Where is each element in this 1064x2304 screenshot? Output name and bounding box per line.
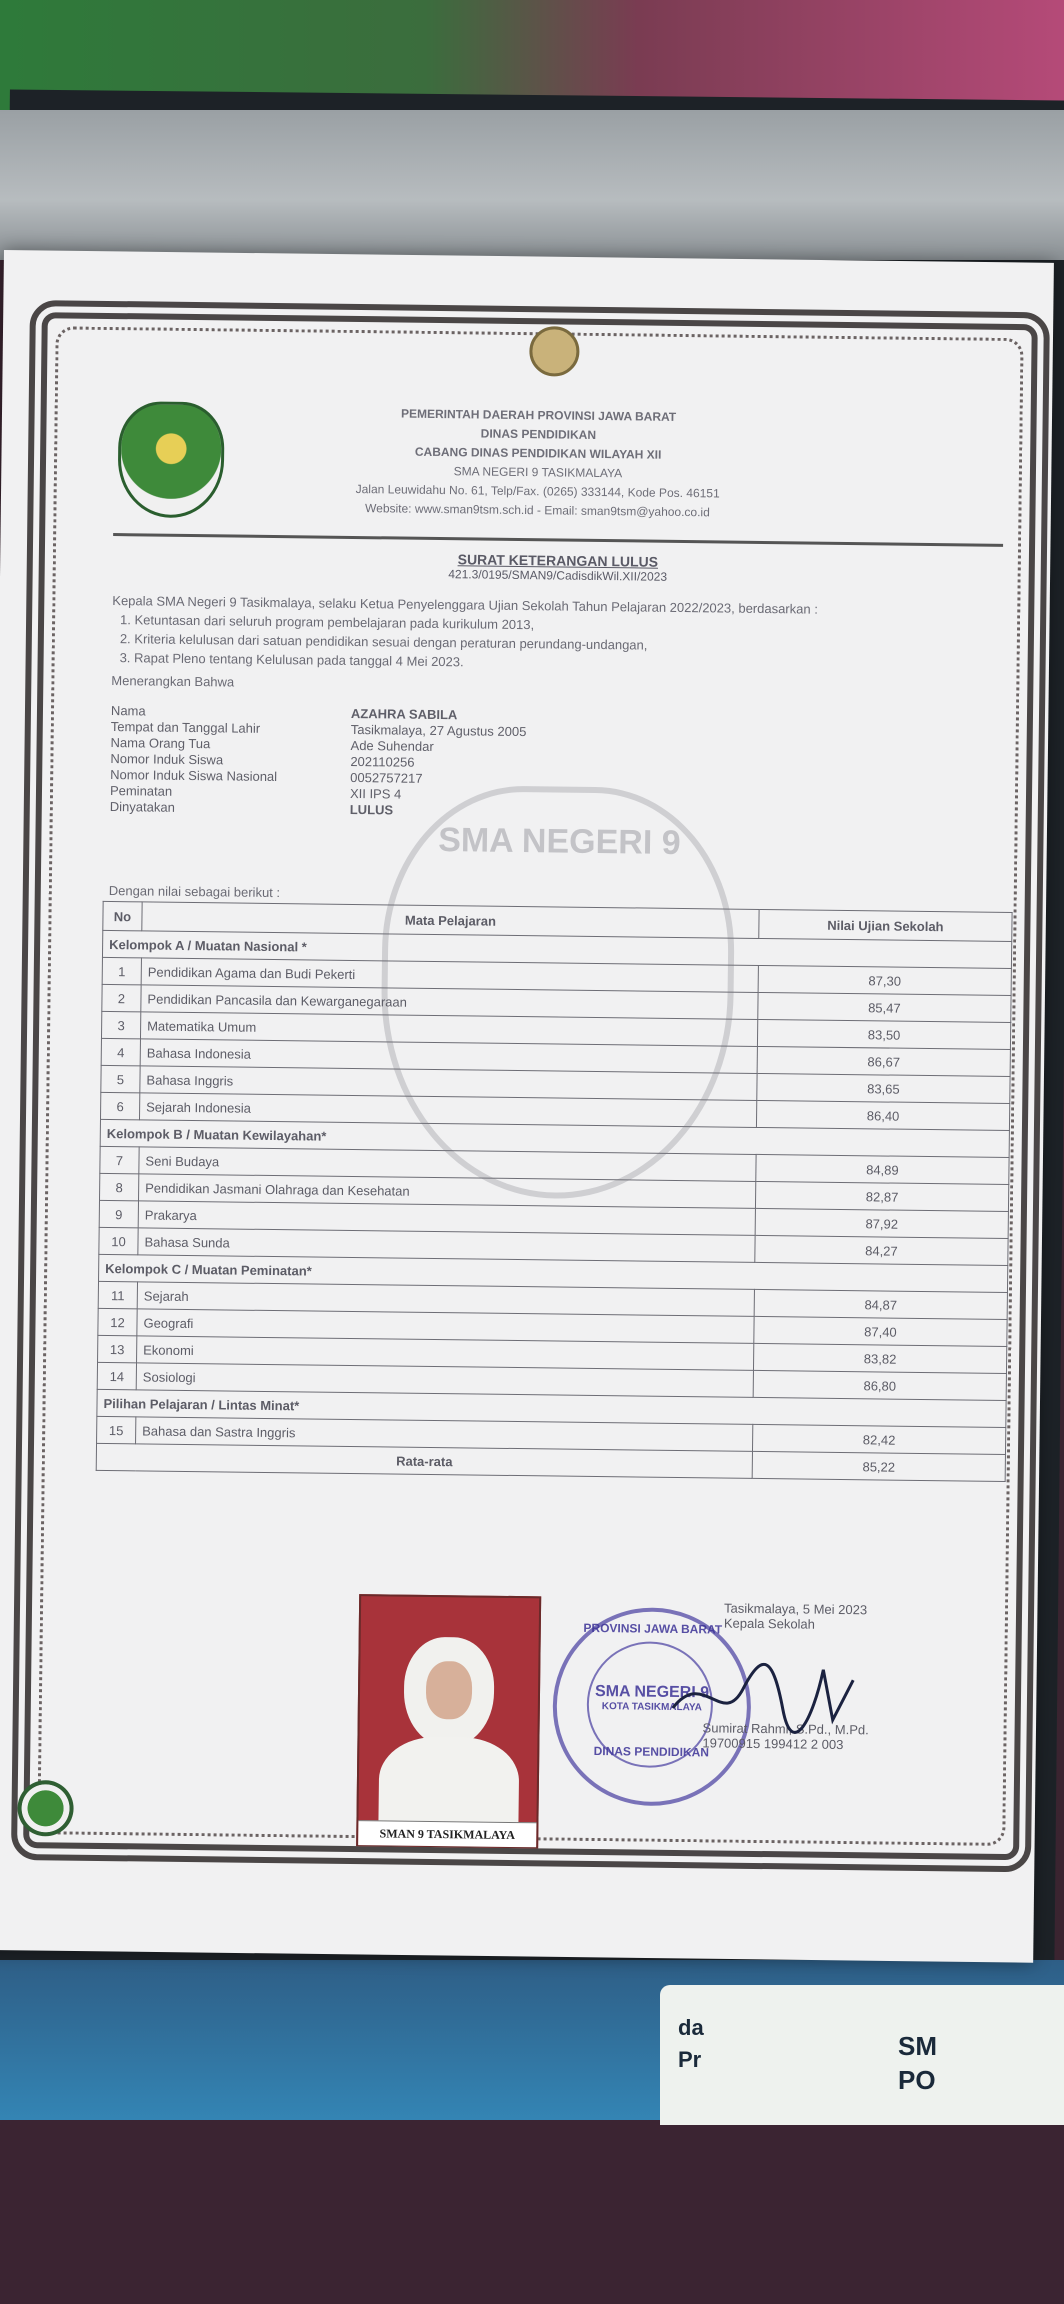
- subject-name: Ekonomi: [137, 1336, 754, 1371]
- grades-table: [96, 901, 1013, 1482]
- side-card-text-b: Pr: [678, 2047, 702, 2072]
- group-label: Kelompok B / Muatan Kewilayahan*: [100, 1119, 1009, 1157]
- row-number: 13: [98, 1335, 137, 1362]
- letterhead-website: Website: www.sman9tsm.sch.id - Email: sman9tsm@yahoo.co.id: [365, 501, 710, 520]
- subject-score: 87,30: [758, 965, 1011, 995]
- info-label: Nama: [110, 703, 146, 719]
- intro-paragraph: Kepala SMA Negeri 9 Tasikmalaya, selaku Ketua Penyelenggara Ujian Sekolah Tahun Pelajaran 2022/2023, berdasarkan :: [112, 593, 818, 617]
- title-heading: SURAT KETERANGAN LULUS: [457, 551, 659, 570]
- subject-score: 84,89: [756, 1154, 1009, 1184]
- row-number: 6: [100, 1092, 139, 1119]
- subject-score: 83,65: [757, 1073, 1010, 1103]
- subject-score: 83,50: [757, 1019, 1010, 1049]
- row-number: 4: [101, 1038, 140, 1065]
- info-label: Nomor Induk Siswa: [110, 751, 224, 768]
- stamp-center-text: SMA NEGERI 9: [594, 1683, 710, 1702]
- group-label: Pilihan Pelajaran / Lintas Minat*: [97, 1389, 1006, 1427]
- handwritten-signature: [662, 1648, 863, 1740]
- subject-name: Sejarah Indonesia: [139, 1093, 756, 1128]
- col-score: Nilai Ujian Sekolah: [759, 909, 1012, 941]
- side-card: [660, 1985, 1064, 2125]
- col-subject: Mata Pelajaran: [142, 902, 759, 939]
- side-card-text-d: PO: [898, 2065, 936, 2095]
- student-photo: [356, 1594, 541, 1848]
- subject-score: 87,40: [754, 1316, 1007, 1346]
- subject-score: 85,47: [758, 992, 1011, 1022]
- subject-score: 86,67: [757, 1046, 1010, 1076]
- subject-name: Seni Budaya: [139, 1147, 756, 1182]
- subject-score: 84,27: [755, 1235, 1008, 1265]
- info-value: 0052757217: [350, 769, 423, 786]
- side-card-text-c: SM: [898, 2031, 937, 2061]
- subject-name: Bahasa dan Sastra Inggris: [136, 1417, 753, 1452]
- subject-score: 84,87: [754, 1289, 1007, 1319]
- row-number: 15: [97, 1416, 136, 1443]
- subject-name: Sejarah: [137, 1282, 754, 1317]
- intro-text: [111, 591, 1002, 701]
- info-label: Nama Orang Tua: [110, 735, 211, 752]
- letterhead-address: Jalan Leuwidahu No. 61, Telp/Fax. (0265) 333144, Kode Pos. 46151: [355, 481, 720, 501]
- row-number: 3: [101, 1011, 140, 1038]
- subject-score: 86,40: [756, 1100, 1009, 1130]
- group-label: Kelompok A / Muatan Nasional *: [102, 930, 1011, 968]
- info-value: AZAHRA SABILA: [350, 705, 458, 723]
- background-bottom: [0, 2120, 1064, 2304]
- letterhead-line4: SMA NEGERI 9 TASIKMALAYA: [453, 464, 623, 481]
- info-label: Peminatan: [109, 783, 173, 799]
- info-value: LULUS: [349, 801, 394, 818]
- subject-name: Pendidikan Agama dan Budi Pekerti: [141, 958, 758, 993]
- subject-name: Prakarya: [138, 1201, 755, 1236]
- group-label: Kelompok C / Muatan Peminatan*: [99, 1254, 1008, 1292]
- row-number: 2: [102, 984, 141, 1011]
- title-number: 421.3/0195/SMAN9/CadisdikWil.XII/2023: [448, 567, 668, 584]
- subject-name: Bahasa Sunda: [138, 1228, 755, 1263]
- average-label: Rata-rata: [96, 1443, 752, 1478]
- row-number: 1: [102, 957, 141, 984]
- info-label: Nomor Induk Siswa Nasional: [110, 767, 278, 785]
- row-number: 5: [101, 1065, 140, 1092]
- info-value: XII IPS 4: [349, 785, 402, 802]
- subject-score: 87,92: [755, 1208, 1008, 1238]
- subject-score: 82,42: [752, 1424, 1005, 1454]
- row-number: 11: [98, 1281, 137, 1308]
- sign-place-date: Tasikmalaya, 5 Mei 2023: [723, 1600, 868, 1618]
- watermark-text: SMA NEGERI 9: [437, 821, 681, 862]
- sign-name: Sumirat Rahmi, S.Pd., M.Pd.: [702, 1720, 869, 1738]
- subject-name: Pendidikan Pancasila dan Kewarganegaraan: [141, 985, 758, 1020]
- subject-score: 86,80: [753, 1370, 1006, 1400]
- subject-name: Matematika Umum: [140, 1012, 757, 1047]
- info-value: Ade Suhendar: [350, 737, 434, 754]
- stamp-top-text: PROVINSI JAWA BARAT: [583, 1620, 723, 1637]
- info-value: Tasikmalaya, 27 Agustus 2005: [350, 721, 527, 740]
- intro-item-3: 3. Rapat Pleno tentang Kelulusan pada tanggal 4 Mei 2023.: [119, 650, 464, 670]
- student-info: [110, 703, 811, 824]
- intro-statement: Menerangkan Bahwa: [111, 673, 235, 690]
- row-number: 8: [100, 1173, 139, 1200]
- subject-name: Pendidikan Jasmani Olahraga dan Kesehatan: [139, 1174, 756, 1209]
- row-number: 14: [97, 1362, 136, 1389]
- average-value: 85,22: [752, 1451, 1005, 1481]
- row-number: 10: [99, 1227, 138, 1254]
- table-note: Dengan nilai sebagai berikut :: [108, 883, 281, 901]
- folder-sleeve: [0, 110, 1064, 260]
- subject-score: 82,87: [755, 1181, 1008, 1211]
- subject-name: Bahasa Indonesia: [140, 1039, 757, 1074]
- letterhead: [237, 403, 838, 524]
- intro-item-2: 2. Kriteria kelulusan dari satuan pendidikan sesuai dengan peraturan perundang-undangan,: [119, 631, 648, 653]
- info-label: Tempat dan Tanggal Lahir: [110, 719, 261, 736]
- col-no: No: [103, 901, 142, 930]
- letterhead-line2: DINAS PENDIDIKAN: [480, 426, 597, 442]
- sign-nip: 19700915 199412 2 003: [702, 1735, 844, 1753]
- subject-name: Geografi: [137, 1309, 754, 1344]
- info-value: 202110256: [350, 753, 415, 770]
- row-number: 7: [100, 1146, 139, 1173]
- subject-name: Sosiologi: [136, 1363, 753, 1398]
- letterhead-line1: PEMERINTAH DAERAH PROVINSI JAWA BARAT: [400, 406, 677, 424]
- photo-head: [403, 1637, 494, 1748]
- sign-role: Kepala Sekolah: [723, 1615, 816, 1632]
- stamp-city-text: KOTA TASIKMALAYA: [601, 1701, 703, 1714]
- side-card-text-a: da: [678, 2015, 704, 2040]
- info-label: Dinyatakan: [109, 799, 175, 815]
- stamp-bottom-text: DINAS PENDIDIKAN: [593, 1743, 710, 1760]
- row-number: 9: [99, 1200, 138, 1227]
- subject-name: Bahasa Inggris: [140, 1066, 757, 1101]
- intro-item-1: 1. Ketuntasan dari seluruh program pembelajaran pada kurikulum 2013,: [120, 612, 535, 633]
- certificate: [11, 300, 1064, 1873]
- row-number: 12: [98, 1308, 137, 1335]
- photo-caption: SMAN 9 TASIKMALAYA: [358, 1820, 536, 1847]
- subject-score: 83,82: [753, 1343, 1006, 1373]
- letterhead-line3: CABANG DINAS PENDIDIKAN WILAYAH XII: [414, 444, 662, 462]
